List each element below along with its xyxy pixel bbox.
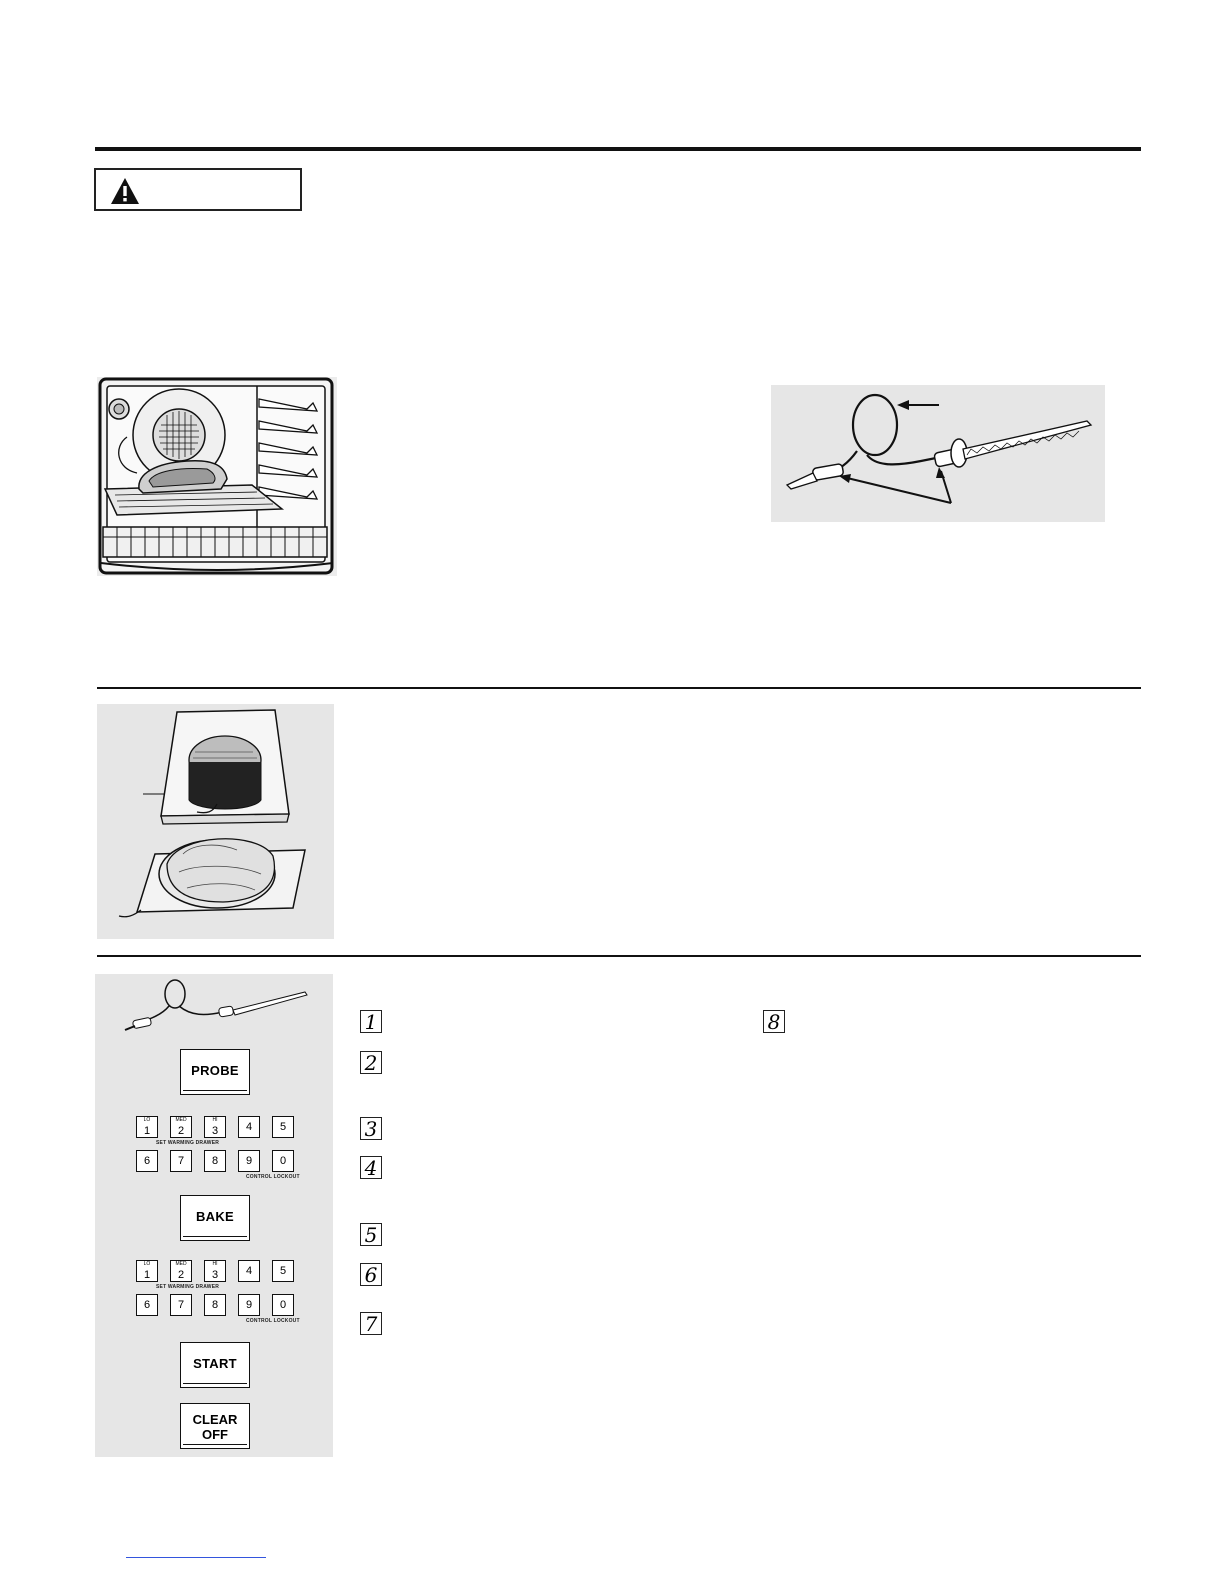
key-9[interactable]: 9 [238, 1150, 260, 1172]
key-5[interactable]: 5 [272, 1260, 294, 1282]
section-rule-1 [97, 687, 1141, 689]
key-8[interactable]: 8 [204, 1150, 226, 1172]
key-2[interactable]: MED 2 [170, 1116, 192, 1138]
key-0[interactable]: 0 [272, 1150, 294, 1172]
clear-off-button-label: CLEAR OFF [192, 1412, 238, 1442]
probe-button-underline [183, 1090, 247, 1091]
probe-button-label: PROBE [191, 1062, 239, 1078]
key-3[interactable]: HI 3 [204, 1260, 226, 1282]
probe-button[interactable] [180, 1049, 250, 1095]
key-1[interactable]: LO 1 [136, 1260, 158, 1282]
step-5-marker: 5 [360, 1223, 382, 1246]
step-8-marker: 8 [763, 1010, 785, 1033]
clear-off-button-underline [183, 1444, 247, 1445]
step-3-marker: 3 [360, 1117, 382, 1140]
step-7-marker: 7 [360, 1312, 382, 1335]
key-8[interactable]: 8 [204, 1294, 226, 1316]
step-2-marker: 2 [360, 1051, 382, 1074]
bake-button-underline [183, 1236, 247, 1237]
oven-interior-illustration [97, 377, 337, 576]
probe-illustration [771, 385, 1105, 522]
step-4-marker: 4 [360, 1156, 382, 1179]
small-probe-icon [95, 974, 333, 1034]
warning-triangle-icon [110, 177, 140, 205]
key-6[interactable]: 6 [136, 1150, 158, 1172]
key-0[interactable]: 0 [272, 1294, 294, 1316]
key-4[interactable]: 4 [238, 1116, 260, 1138]
probe-placement-illustration [97, 704, 334, 939]
step-1-marker: 1 [360, 1010, 382, 1033]
start-button[interactable] [180, 1342, 250, 1388]
control-lockout-label: CONTROL LOCKOUT [246, 1174, 300, 1180]
control-lockout-label: CONTROL LOCKOUT [246, 1318, 300, 1324]
bake-button[interactable] [180, 1195, 250, 1241]
key-4[interactable]: 4 [238, 1260, 260, 1282]
key-5[interactable]: 5 [272, 1116, 294, 1138]
start-button-label: START [193, 1355, 237, 1371]
key-9[interactable]: 9 [238, 1294, 260, 1316]
clear-off-button[interactable] [180, 1403, 250, 1449]
bake-button-label: BAKE [195, 1208, 235, 1224]
step-6-marker: 6 [360, 1263, 382, 1286]
set-warming-drawer-label: SET WARMING DRAWER [156, 1140, 220, 1146]
set-warming-drawer-label: SET WARMING DRAWER [156, 1284, 220, 1290]
start-button-underline [183, 1383, 247, 1384]
footer-link-underline[interactable] [126, 1557, 266, 1558]
key-2[interactable]: MED 2 [170, 1260, 192, 1282]
header-rule [95, 147, 1141, 151]
key-1[interactable]: LO 1 [136, 1116, 158, 1138]
key-7[interactable]: 7 [170, 1294, 192, 1316]
key-3[interactable]: HI 3 [204, 1116, 226, 1138]
key-6[interactable]: 6 [136, 1294, 158, 1316]
warning-label-box [94, 168, 302, 211]
key-7[interactable]: 7 [170, 1150, 192, 1172]
section-rule-2 [97, 955, 1141, 957]
